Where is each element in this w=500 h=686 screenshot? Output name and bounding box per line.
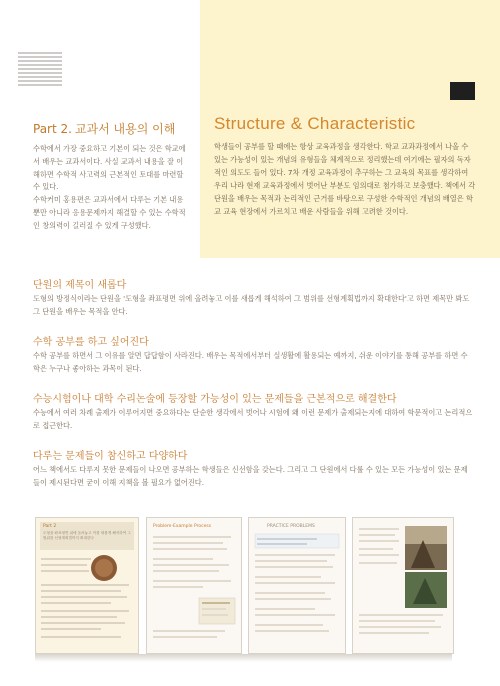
section-heading-1: 단원의 제목이 새롭다 bbox=[33, 280, 127, 291]
sample-page-thumbnail-2 bbox=[146, 517, 242, 654]
sample-page-thumbnail-3 bbox=[248, 517, 346, 654]
intro-column bbox=[33, 143, 187, 233]
decorative-stripes bbox=[18, 50, 62, 86]
thumbnail-shadow bbox=[35, 654, 452, 662]
thumb1-caption: 도형을 좌표평면 위에 올려놓고 이를 새롭게 해석하여 그 범위를 선형계획법까지 확대한다 bbox=[43, 531, 131, 540]
section-heading-3: 수능시험이나 대학 수리논술에 등장할 가능성이 있는 문제들을 근본적으로 해결한다 bbox=[33, 394, 397, 405]
part-title-text: 교과서 내용의 이해 bbox=[74, 122, 176, 136]
thumb3-tag: PRACTICE PROBLEMS bbox=[267, 524, 315, 529]
section-text-4: 어느 책에서도 다루지 못한 문제들이 나오면 공부하는 학생들은 신선함을 갖는다. 그리고 그 단원에서 다룰 수 있는 모든 가능성이 있는 문제들이 제시된다면 굳이 이해 지책을 볼 필요가 없어진다. bbox=[33, 465, 468, 487]
sample-page-thumbnail-4 bbox=[352, 517, 454, 654]
section-heading-2: 수학 공부를 하고 싶어진다 bbox=[33, 337, 149, 348]
structure-title: Structure & Characteristic bbox=[214, 114, 416, 133]
section-text-1: 도형의 방정식이라는 단원을 '도형을 좌표평면 위에 올려놓고 이를 새롭게 해석하여 그 범위를 선형계획법까지 확대한다'고 하면 제목만 봐도 그 단원을 배우는 목적을 안다. bbox=[33, 294, 470, 316]
intro-paragraph-2: 수학커미 홍용편은 교과서에서 다루는 기본 내용뿐만 아니라 응용문제까지 해결할 수 있는 수학적인 창의력이 길러질 수 있게 구성했다. bbox=[33, 195, 186, 230]
thumb4-graphics bbox=[353, 518, 453, 653]
section-heading-4: 다루는 문제들이 참신하고 다양하다 bbox=[33, 451, 188, 462]
section-text-3: 수능에서 여러 차례 출제가 이루어지면 중요하다는 단순한 생각에서 벗어나 시험에 왜 이런 문제가 출제되는지에 대하여 학문적이고 논리적으로 접근한다. bbox=[33, 408, 473, 430]
thumb1-tag: Part 2 bbox=[43, 524, 57, 529]
part-heading bbox=[33, 120, 175, 137]
thumb3-graphics bbox=[249, 518, 345, 653]
thumb2-tag: Problem-Example Process bbox=[153, 524, 212, 529]
section-text-2: 수학 공부를 하면서 그 이유를 알면 답답함이 사라진다. 배우는 목적에서부터 실생활에 활용되는 예까지, 쉬운 이야기를 통해 공부를 하면 수학은 누구나 좋아하는 과목이 된다. bbox=[33, 351, 468, 373]
structure-body: 학생들이 공부를 할 때에는 항상 교육과정을 생각한다. 학교 교과과정에서 나올 수 있는 가능성이 있는 개념의 유형들을 체계적으로 정리했는데 여기에는 필자의 독자적인 의도도 들어 있다. 7차 개정 교육과정이 추구하는 그 교육의 목표를 생각하여 우리 나라 현재 교육과정에서 벗어난 부분도 임의대로 첨가하고 보충했다. 책에서 각 단원을 배우는 목적과 논리적인 근거를 바탕으로 구성한 수학적인 개념의 배열은 학교 교육 현장에서 가르치고 배운 사람들을 위해 고려한 것이다. bbox=[214, 142, 476, 216]
intro-paragraph-1: 수학에서 가장 중요하고 기본이 되는 것은 학교에서 배우는 교과서이다. 사실 교과서 내용을 잘 이해하면 수학적 사고력의 근본적인 토대를 마련할 수 있다. bbox=[33, 144, 186, 192]
thumb2-graphics bbox=[147, 518, 241, 653]
thumb1-graphics bbox=[36, 518, 138, 653]
part-label: Part 2. bbox=[33, 122, 72, 136]
sample-page-thumbnail-1 bbox=[35, 517, 139, 654]
corner-square-mark bbox=[450, 82, 475, 100]
